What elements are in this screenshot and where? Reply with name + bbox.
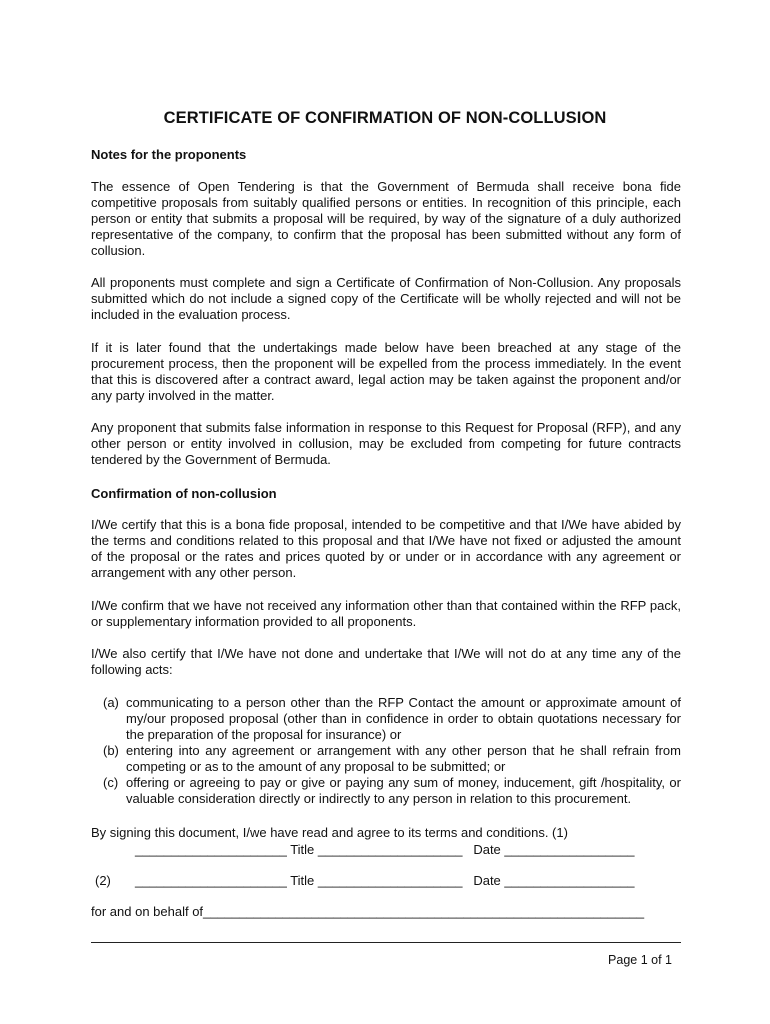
signature-marker-2: (2) [95,873,111,888]
behalf-line: for and on behalf of_____________________________________________________________ [91,904,645,919]
confirmation-paragraph-1: I/We certify that this is a bona fide proposal, intended to be competitive and that I/We have abided by the terms and conditions related to this proposal and that I/We have not fixed or adjusted the amount of the proposal or the rates and prices quoted by or under or in accordance with any agreement or arrangement with any other person. [91,517,681,580]
page-number: Page 1 of 1 [608,953,672,967]
list-item [91,695,681,743]
signature-line-1: _____________________ Title ____________________ Date __________________ [135,842,635,857]
list-item-text: communicating to a person other than the RFP Contact the amount or approximate amount of my/our proposed proposal (other than in confidence in order to obtain quotations necessary for the preparation of the proposal for insurance) or [126,695,681,742]
document-title: CERTIFICATE OF CONFIRMATION OF NON-COLLUSION [163,109,607,127]
list-marker: (c) [103,775,119,790]
notes-paragraph-2: All proponents must complete and sign a Certificate of Confirmation of Non-Collusion. Any proposals submitted which do not include a signed copy of the Certificate will be wholly rejected and will not be included in the evaluation process. [91,275,681,322]
notes-paragraph-3: If it is later found that the undertakings made below have been breached at any stage of the procurement process, then the proponent will be expelled from the process immediately. In the event that this is discovered after a contract award, legal action may be taken against the proponent and/or any party involved in the matter. [91,340,681,403]
signing-statement: By signing this document, I/we have read and agree to its terms and conditions. (1) [91,825,568,840]
list-marker: (a) [103,695,119,710]
confirmation-heading: Confirmation of non-collusion [91,486,277,501]
confirmation-paragraph-2: I/We confirm that we have not received any information other than that contained within the RFP pack, or supplementary information provided to all proponents. [91,598,681,629]
signature-line-2: _____________________ Title ____________________ Date __________________ [135,873,635,888]
list-item-text: entering into any agreement or arrangement with any other person that he shall refrain from competing or as to the amount of any proposal to be submitted; or [126,743,681,774]
notes-heading: Notes for the proponents [91,147,247,162]
footer-divider [91,942,681,943]
notes-paragraph-4: Any proponent that submits false information in response to this Request for Proposal (RFP), and any other person or entity involved in collusion, may be excluded from competing for future contracts tendered by the Government of Bermuda. [91,420,681,467]
confirmation-paragraph-3: I/We also certify that I/We have not done and undertake that I/We will not do at any time any of the following acts: [91,646,681,677]
list-item-text: offering or agreeing to pay or give or paying any sum of money, inducement, gift /hospitality, or valuable consideration directly or indirectly to any person in relation to this procurement. [126,775,681,806]
notes-paragraph-1: The essence of Open Tendering is that the Government of Bermuda shall receive bona fide competitive proposals from suitably qualified persons or entities. In recognition of this principle, each person or entity that submits a proposal will be required, by way of the signature of a duly authorized representative of the company, to confirm that the proposal has been submitted without any form of collusion. [91,179,681,258]
acts-list [91,695,681,807]
list-item [91,743,681,775]
list-marker: (b) [103,743,119,758]
list-item [91,775,681,807]
